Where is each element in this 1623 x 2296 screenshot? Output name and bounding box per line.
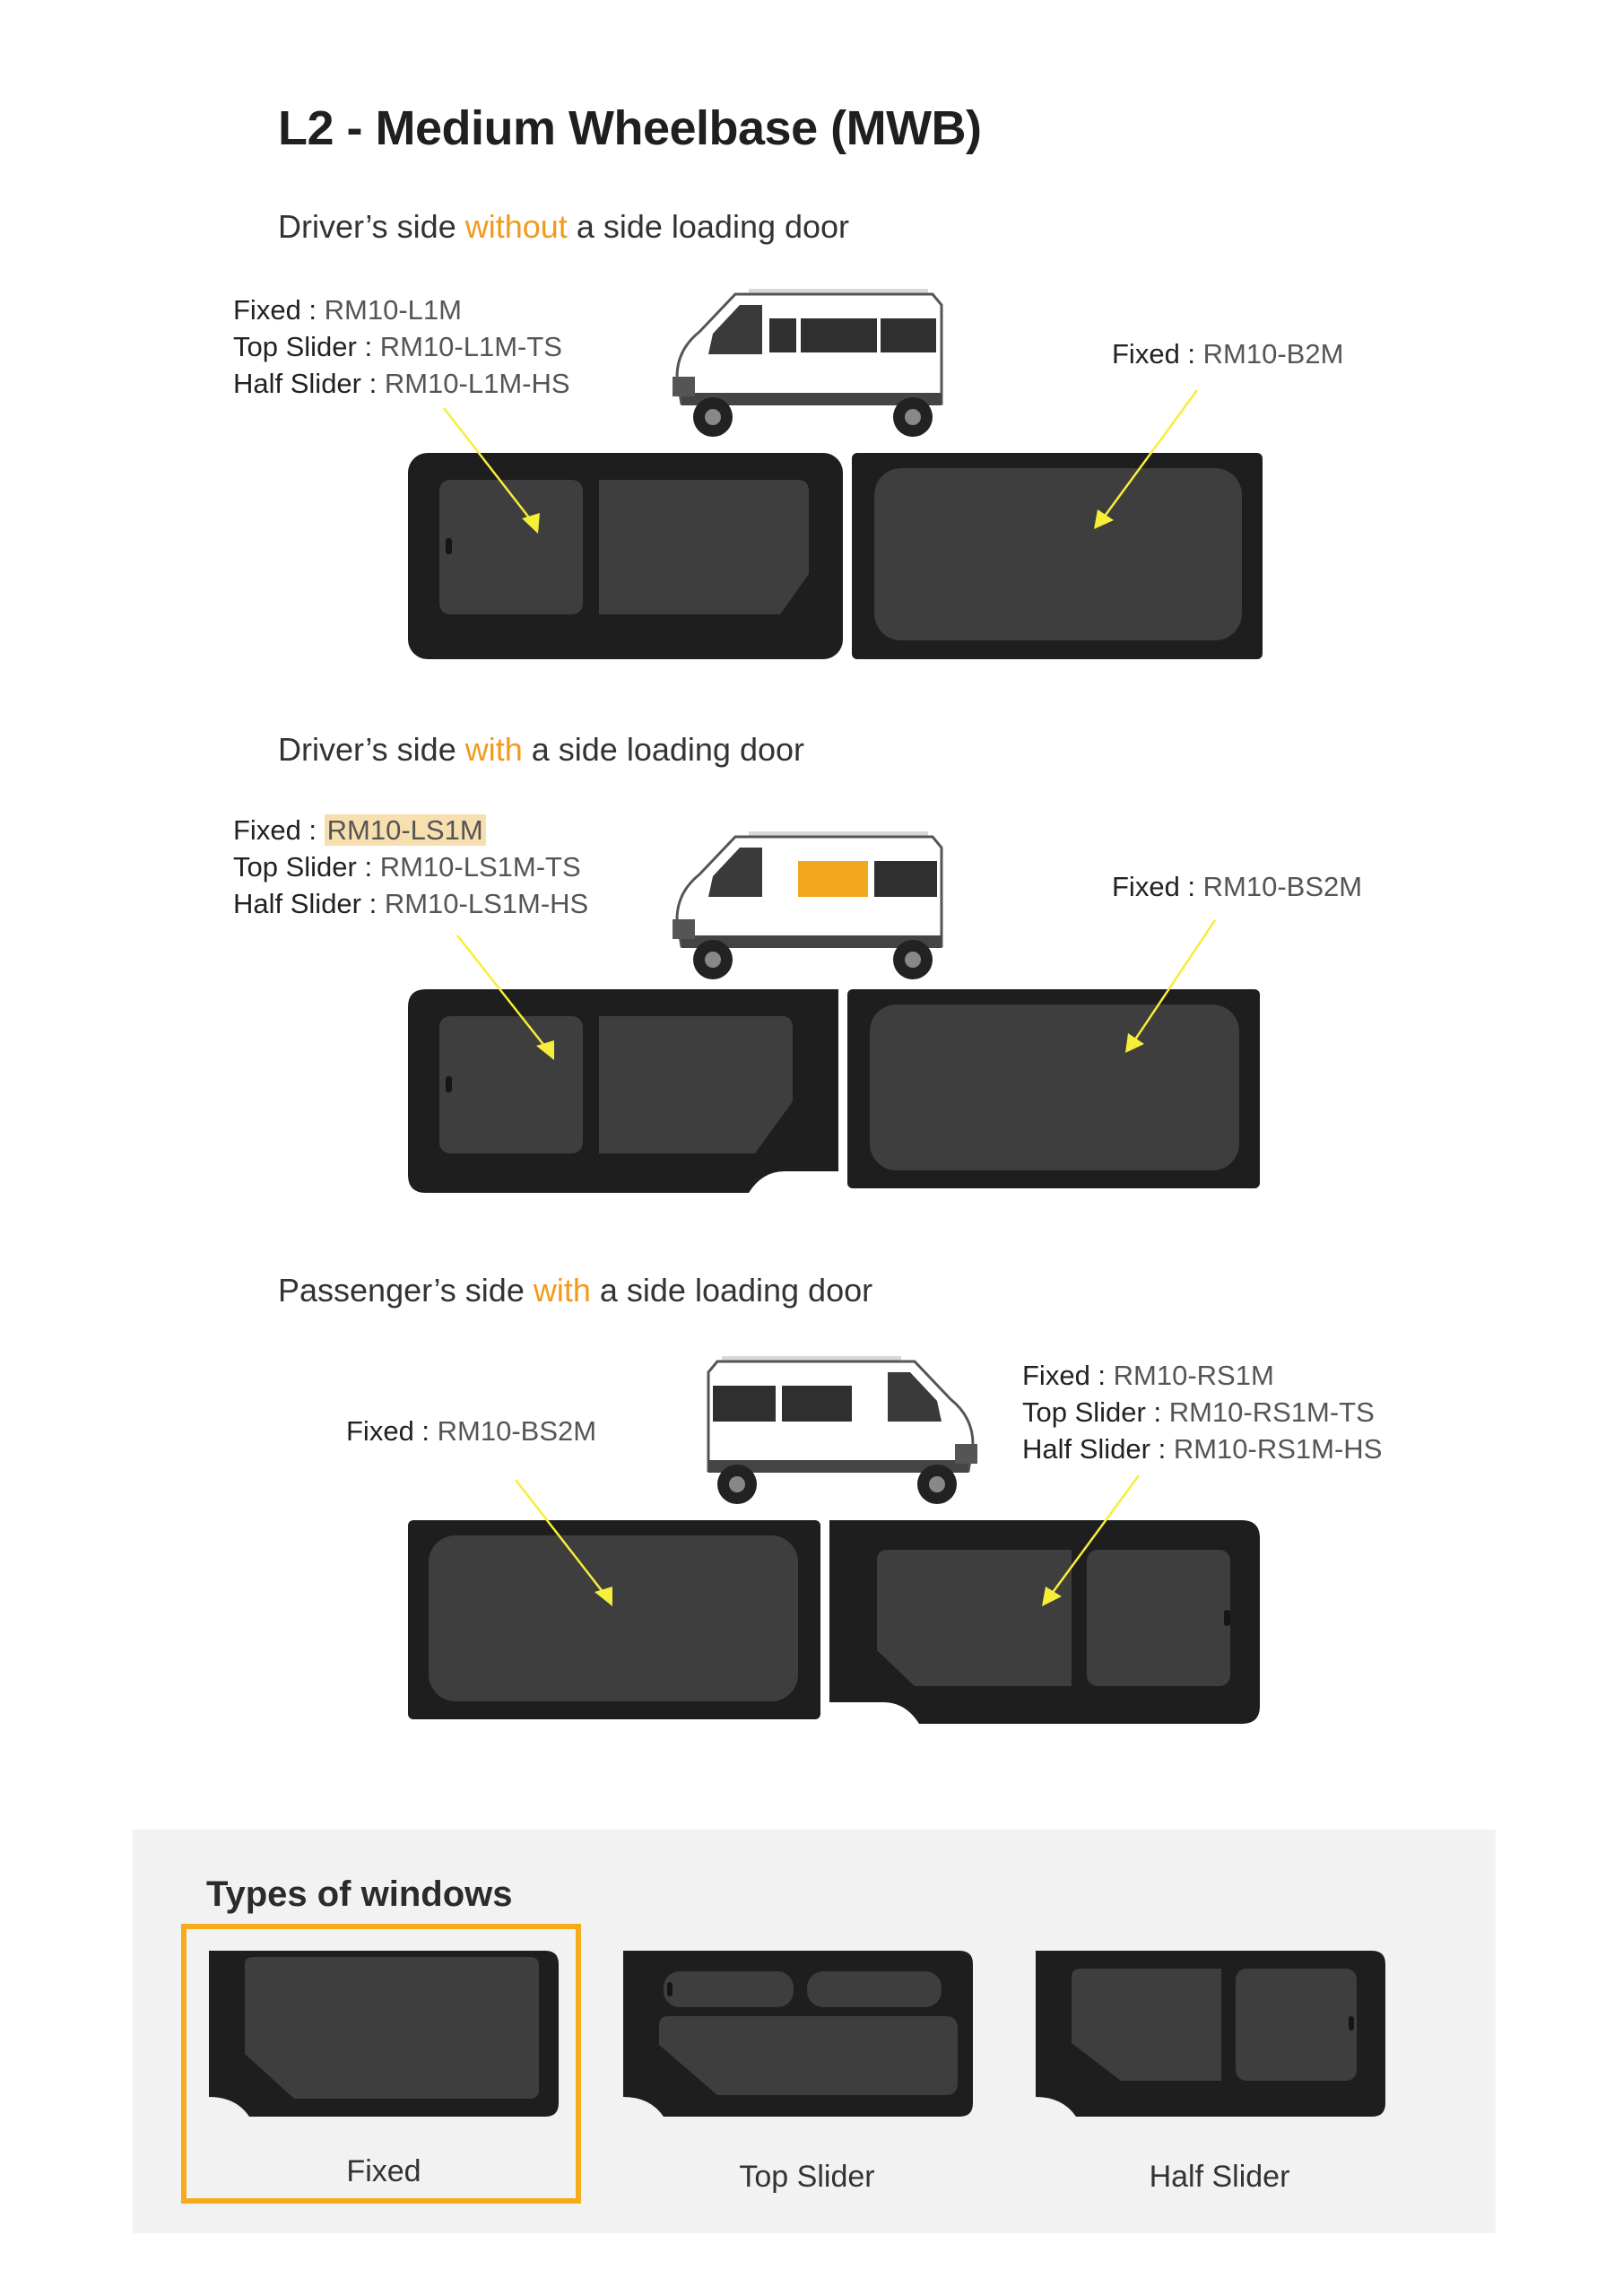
label-key: Fixed : [1112,338,1203,370]
van-driver-side-icon [664,278,986,439]
label-row [233,328,570,365]
window-rm10-ls1m [408,989,838,1193]
label-row [346,1413,596,1449]
section-2-left-labels [233,812,588,922]
label-key: Fixed : [233,814,325,846]
label-key: Top Slider : [1022,1396,1169,1428]
label-value: RM10-BS2M [1202,871,1363,902]
type-label-fixed: Fixed [346,2154,421,2188]
label-row [1112,868,1362,905]
label-value: RM10-RS1M-HS [1173,1433,1383,1465]
label-value: RM10-LS1M-TS [379,851,581,883]
types-title: Types of windows [206,1874,513,1914]
label-key: Half Slider : [233,368,385,399]
label-value: RM10-RS1M-TS [1168,1396,1375,1428]
label-key: Top Slider : [233,331,380,362]
heading-text: Driver’s side [278,208,465,245]
label-value-highlighted: RM10-LS1M [325,814,486,846]
label-value: RM10-L1M-HS [384,368,570,399]
label-key: Top Slider : [233,851,380,883]
heading-text: a side loading door [590,1272,873,1309]
fixed-window-icon [204,1946,563,2126]
heading-accent: without [464,208,568,245]
label-row [233,885,588,922]
heading-text: Driver’s side [278,731,465,768]
heading-text: Passenger’s side [278,1272,534,1309]
label-value: RM10-L1M-TS [379,331,562,362]
window-rm10-rs1m [829,1520,1260,1724]
label-key: Fixed : [233,294,325,326]
label-value: RM10-BS2M [437,1415,597,1447]
section-3-left-labels [346,1413,596,1449]
type-top-slider[interactable] [619,1946,977,2126]
type-fixed[interactable] [204,1946,563,2126]
window-rm10-b2m [852,453,1263,659]
type-label-half-slider: Half Slider [1149,2160,1290,2194]
section-1-right-labels [1112,335,1343,372]
type-half-slider[interactable] [1031,1946,1390,2126]
label-key: Fixed : [1112,871,1203,902]
type-label-top-slider: Top Slider [739,2160,875,2194]
section-2-right-labels [1112,868,1362,905]
half-slider-window-icon [1031,1946,1390,2126]
label-value: RM10-B2M [1202,338,1344,370]
van-passenger-side-icon [664,1345,986,1507]
section-1-windows [404,448,1264,664]
section-3-right-labels [1022,1357,1382,1467]
label-row [1112,335,1343,372]
label-value: RM10-LS1M-HS [384,888,589,919]
label-key: Fixed : [346,1415,438,1447]
section-3-heading [278,1272,872,1309]
label-key: Half Slider : [1022,1433,1174,1465]
label-value: RM10-L1M [324,294,462,326]
section-1-heading [278,208,849,246]
label-key: Half Slider : [233,888,385,919]
heading-text: a side loading door [522,731,804,768]
section-2-heading [278,731,804,769]
window-rm10-bs2m [847,989,1260,1188]
heading-accent: with [533,1272,591,1309]
window-rm10-l1m [408,453,843,659]
label-row [1022,1431,1382,1467]
page-title: L2 - Medium Wheelbase (MWB) [278,101,982,155]
label-row [1022,1357,1382,1394]
label-row [233,848,588,885]
window-rm10-bs2m-passenger [408,1520,820,1719]
van-driver-side-icon [664,821,986,982]
heading-accent: with [464,731,523,768]
top-slider-window-icon [619,1946,977,2126]
label-row [1022,1394,1382,1431]
label-row [233,812,588,848]
label-key: Fixed : [1022,1360,1114,1391]
label-value: RM10-RS1M [1113,1360,1274,1391]
heading-text: a side loading door [567,208,850,245]
label-row [233,291,570,328]
section-1-left-labels [233,291,570,402]
label-row [233,365,570,402]
section-3-windows [404,1516,1264,1740]
section-2-windows [404,985,1264,1209]
